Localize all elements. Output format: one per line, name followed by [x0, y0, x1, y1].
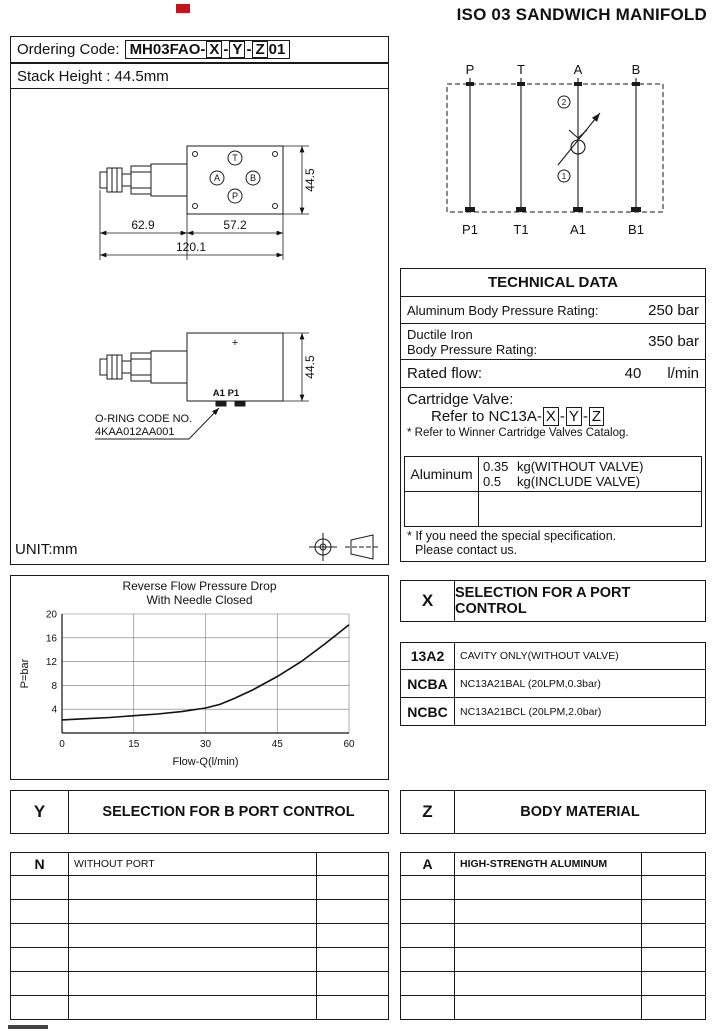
- ordering-z-box: Z: [252, 41, 267, 59]
- cartridge-y-box: Y: [566, 407, 582, 426]
- z-row-desc: [455, 900, 641, 923]
- z-row-tail: [641, 853, 705, 875]
- manifold-boundary: [447, 84, 663, 212]
- weight-table: [404, 456, 702, 527]
- stack-height-label: Stack Height : 44.5mm: [17, 67, 169, 85]
- chart-ylabel: P=bar: [19, 658, 31, 689]
- weight-empty-material: [405, 492, 479, 526]
- ductile-rating-label: [407, 327, 537, 357]
- x-table-title: SELECTION FOR A PORT CONTROL: [455, 585, 631, 617]
- chart-title: [10, 580, 389, 608]
- y-row-code: [11, 900, 69, 923]
- circuit-port-a: A: [573, 62, 583, 77]
- y-row-desc: [69, 900, 316, 923]
- y-row-tail: [316, 876, 388, 899]
- y-row-desc: WITHOUT PORT: [74, 858, 155, 870]
- y-row-tail: [316, 924, 388, 947]
- technical-data-title: TECHNICAL DATA: [401, 269, 705, 297]
- weight-desc-2: kg(INCLUDE VALVE): [517, 474, 641, 489]
- z-row-tail: [641, 996, 705, 1019]
- circuit-port-p: P: [465, 62, 475, 77]
- z-row-desc: [455, 876, 641, 899]
- cartridge-valve-ref: [407, 408, 699, 425]
- ordering-x-box: X: [206, 41, 222, 59]
- z-row-code: [401, 948, 455, 971]
- special-spec-note: [401, 527, 705, 559]
- ordering-sep1: -: [223, 41, 229, 58]
- table-row: [400, 900, 706, 924]
- weight-material: Aluminum: [405, 457, 479, 491]
- check-valve-symbol: [558, 113, 600, 165]
- y-row-desc: [69, 924, 316, 947]
- y-row-tail: [316, 900, 388, 923]
- table-row: [400, 948, 706, 972]
- weight-row: [405, 457, 701, 492]
- ordering-code: [125, 40, 291, 60]
- cartridge-sep1: -: [559, 408, 565, 425]
- port-label-p: P: [231, 191, 239, 201]
- z-row-code: [401, 876, 455, 899]
- page-title: ISO 03 SANDWICH MANIFOLD: [456, 5, 707, 24]
- hydraulic-circuit: [400, 50, 707, 265]
- weight-empty-row: [405, 492, 701, 526]
- chart-title-line1: Reverse Flow Pressure Drop: [122, 579, 277, 593]
- y-table-title: SELECTION FOR B PORT CONTROL: [102, 804, 355, 820]
- z-row-desc: [455, 924, 641, 947]
- weight-desc-1: kg(WITHOUT VALVE): [517, 459, 644, 474]
- unit-label: UNIT:mm: [15, 541, 78, 558]
- rated-flow-unit: l/min: [667, 365, 699, 382]
- z-row-tail: [641, 972, 705, 995]
- y-table-rows: [10, 852, 389, 1020]
- z-row-code: [401, 996, 455, 1019]
- technical-drawing: [11, 92, 387, 562]
- table-row: [400, 852, 706, 876]
- special-spec-line1: * If you need the special specification.: [407, 529, 617, 543]
- y-table-code: Y: [11, 791, 69, 833]
- table-row: [400, 876, 706, 900]
- x-row-desc: NC13A21BAL (20LPM,0.3bar): [460, 677, 601, 690]
- ductile-rating-row: [401, 324, 705, 360]
- oring-note-label: O-RING CODE NO.: [95, 413, 193, 425]
- circuit-port-a1: A1: [570, 222, 586, 237]
- ductile-rating-value: 350 bar: [648, 333, 699, 350]
- aluminum-rating-row: [401, 297, 705, 324]
- dim-62-9: 62.9: [131, 218, 155, 232]
- circuit-port-b: B: [631, 62, 641, 77]
- x-row-code: NCBC: [401, 698, 455, 725]
- dim-44-5-front: 44.5: [303, 355, 317, 379]
- table-row: [10, 972, 389, 996]
- y-row-desc: [69, 996, 316, 1019]
- z-row-tail: [641, 900, 705, 923]
- y-table-header: [10, 790, 389, 834]
- table-row: [400, 924, 706, 948]
- y-row-code: [11, 972, 69, 995]
- weight-qty-2: 0.5: [483, 474, 502, 489]
- z-row-desc: [455, 996, 641, 1019]
- rated-flow-value: 40: [624, 365, 642, 382]
- cartridge-z-box: Z: [589, 407, 604, 426]
- y-tick-label: 20: [45, 609, 57, 621]
- x-tick-label: 0: [59, 739, 65, 750]
- table-row: [10, 948, 389, 972]
- x-tick-label: 60: [343, 739, 355, 750]
- technical-data-panel: [400, 268, 706, 562]
- table-row: [10, 900, 389, 924]
- circuit-port-b1: B1: [628, 222, 644, 237]
- y-row-code: [11, 876, 69, 899]
- z-row-tail: [641, 948, 705, 971]
- y-tick-label: 8: [51, 680, 57, 692]
- cartridge-valve-label: Cartridge Valve:: [407, 391, 514, 408]
- ductile-label-line1: Ductile Iron: [407, 326, 473, 342]
- y-tick-label: 16: [45, 633, 57, 645]
- node-1-label: 1: [561, 172, 567, 181]
- x-table-rows: [400, 642, 706, 726]
- adjust-plus-mark: +: [231, 337, 239, 349]
- table-row: [400, 972, 706, 996]
- ordering-suffix: 01: [268, 41, 286, 58]
- dim-44-5-top: 44.5: [303, 168, 317, 192]
- chart-xlabel: Flow-Q(l/min): [172, 756, 239, 768]
- table-row: [10, 876, 389, 900]
- z-table-code: Z: [401, 791, 455, 833]
- stack-height-row: [10, 63, 389, 89]
- z-row-code: [401, 972, 455, 995]
- cone-symbol-icon: [345, 535, 379, 559]
- z-row-desc: [455, 972, 641, 995]
- weight-qty-1: 0.35: [483, 459, 509, 474]
- rated-flow-label: Rated flow:: [407, 365, 483, 382]
- oring-note-code: 4KAA012AA001: [95, 426, 175, 438]
- y-row-code: [11, 924, 69, 947]
- aluminum-rating-label: Aluminum Body Pressure Rating:: [407, 302, 599, 318]
- table-row: [10, 996, 389, 1020]
- circuit-flow-lines: [470, 78, 636, 212]
- table-row: [400, 670, 706, 698]
- x-tick-label: 15: [128, 739, 140, 750]
- y-row-tail: [316, 853, 388, 875]
- cartridge-sep2: -: [582, 408, 588, 425]
- weight-empty-values: [479, 492, 701, 526]
- cartridge-valve-section: [401, 388, 705, 454]
- table-row: [400, 996, 706, 1020]
- circuit-port-t: T: [517, 62, 525, 77]
- pressure-drop-chart: [14, 608, 384, 776]
- rated-flow-row: [401, 360, 705, 388]
- z-row-code: A: [401, 853, 455, 875]
- weight-line-2: [483, 474, 697, 489]
- z-row-code: [401, 900, 455, 923]
- cartridge-catalog-note: * Refer to Winner Cartridge Valves Catalog.: [407, 427, 629, 439]
- x-row-desc: CAVITY ONLY(WITHOUT VALVE): [460, 650, 619, 662]
- chart-title-line2: With Needle Closed: [146, 592, 253, 607]
- x-row-code: NCBA: [401, 670, 455, 697]
- aluminum-rating-value: 250 bar: [648, 301, 699, 319]
- port-label-a: A: [213, 173, 221, 183]
- x-table-code: X: [401, 581, 455, 621]
- y-row-code: [11, 996, 69, 1019]
- y-tick-label: 12: [45, 657, 57, 669]
- x-tick-label: 45: [271, 739, 283, 750]
- z-row-desc: HIGH-STRENGTH ALUMINUM: [460, 858, 608, 870]
- y-row-tail: [316, 996, 388, 1019]
- cartridge-ref-prefix: Refer to NC13A-: [431, 408, 542, 425]
- port-label-t: T: [232, 153, 238, 163]
- y-row-tail: [316, 948, 388, 971]
- weight-values: [479, 457, 701, 491]
- y-row-desc: [69, 948, 316, 971]
- logo-mark: [176, 4, 190, 13]
- z-table-rows: [400, 852, 706, 1020]
- y-row-code: N: [11, 853, 69, 875]
- table-row: [10, 852, 389, 876]
- y-row-desc: [69, 972, 316, 995]
- y-tick-label: 4: [51, 704, 57, 716]
- cartridge-x-box: X: [543, 407, 559, 426]
- y-row-code: [11, 948, 69, 971]
- z-row-desc: [455, 948, 641, 971]
- special-spec-line2: Please contact us.: [415, 543, 518, 557]
- x-tick-label: 30: [199, 739, 212, 750]
- ductile-label-line2: Body Pressure Rating:: [407, 341, 538, 357]
- circuit-port-p1: P1: [462, 222, 478, 237]
- ordering-y-box: Y: [229, 41, 245, 59]
- dim-57-2: 57.2: [223, 218, 247, 232]
- table-row: [400, 642, 706, 670]
- front-port-labels: A1 P1: [212, 388, 240, 399]
- ordering-sep2: -: [246, 41, 252, 58]
- z-table-header: [400, 790, 706, 834]
- footer-partnumber: [8, 1025, 48, 1029]
- x-row-desc: NC13A21BCL (20LPM,2.0bar): [460, 705, 602, 718]
- port-label-b: B: [249, 173, 257, 183]
- x-row-code: 13A2: [401, 643, 455, 669]
- y-row-desc: [69, 876, 316, 899]
- ordering-label: Ordering Code:: [17, 41, 120, 58]
- node-2-label: 2: [561, 98, 567, 107]
- ordering-code-row: [10, 36, 389, 63]
- dim-120-1: 120.1: [175, 240, 207, 254]
- z-row-code: [401, 924, 455, 947]
- circuit-port-t1: T1: [513, 222, 529, 237]
- x-table-header: [400, 580, 706, 622]
- z-row-tail: [641, 876, 705, 899]
- circuit-port-marks: [465, 82, 641, 212]
- table-row: [10, 924, 389, 948]
- ordering-prefix: MH03FAO-: [129, 41, 206, 58]
- projection-symbol-icon: [309, 533, 337, 561]
- weight-line-1: [483, 459, 697, 474]
- z-row-tail: [641, 924, 705, 947]
- table-row: [400, 698, 706, 726]
- front-view-outline: [100, 333, 283, 406]
- y-row-tail: [316, 972, 388, 995]
- z-table-title: BODY MATERIAL: [520, 804, 640, 820]
